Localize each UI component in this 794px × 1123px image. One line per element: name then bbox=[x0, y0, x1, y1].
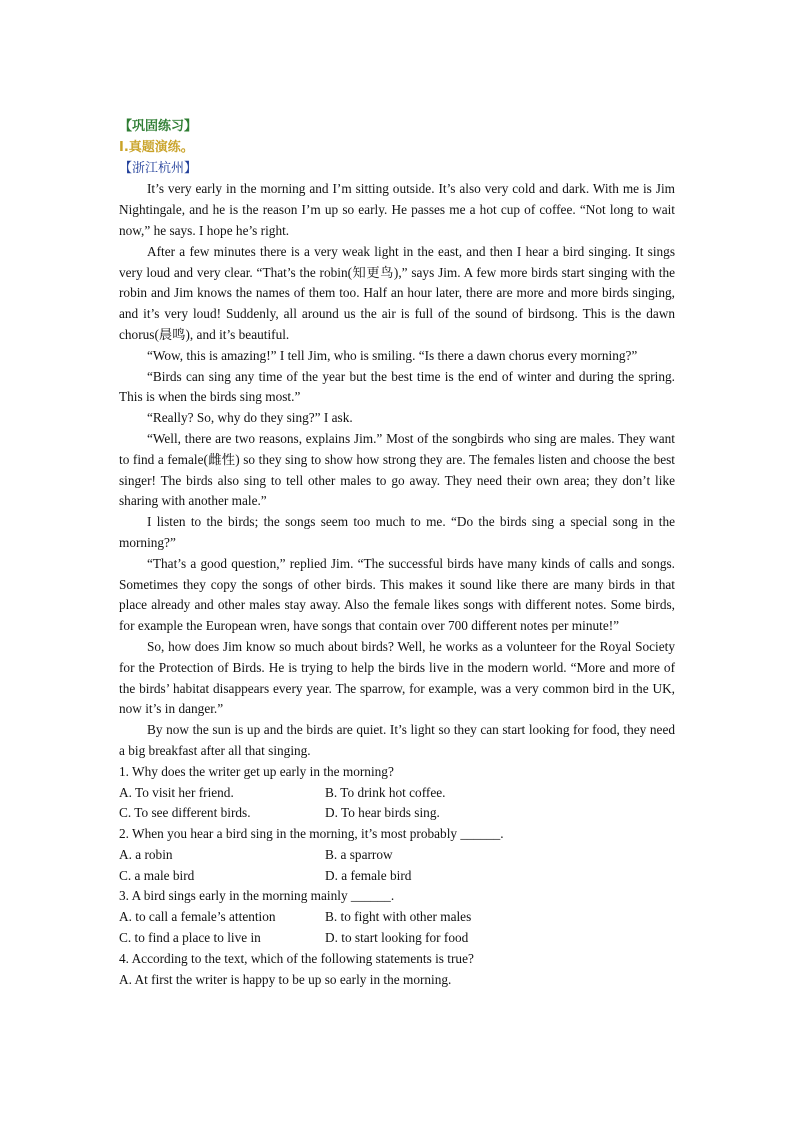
option-d[interactable]: D. To hear birds sing. bbox=[325, 805, 440, 821]
question-stem: 3. A bird sings early in the morning mainly ______. bbox=[119, 888, 395, 904]
passage-paragraph: “Well, there are two reasons, explains Jim.” Most of the songbirds who sing are males. They want to find a female(雌性) so they sing to show how strong they are. The females listen and choose the best singer! The birds also sing to tell other males to go away. They need their own area; they don’t like sharing with another male.” bbox=[119, 430, 675, 509]
option-a[interactable]: A. to call a female’s attention bbox=[119, 909, 276, 925]
source-heading: 【浙江杭州】 bbox=[119, 160, 198, 176]
option-row bbox=[119, 928, 675, 949]
passage-paragraph: By now the sun is up and the birds are quiet. It’s light so they can start looking for food, they need a big breakfast after all that singing. bbox=[119, 722, 675, 758]
passage-paragraph: “That’s a good question,” replied Jim. “The successful birds have many kinds of calls and songs. Sometimes they copy the songs of other birds. This makes it sound like there are many birds in that place already and other males stay away. Also the female likes songs with different notes. Some birds, for example the European wren, have songs that contain over 700 different notes per minute!” bbox=[119, 555, 675, 634]
option-a[interactable]: A. At first the writer is happy to be up so early in the morning. bbox=[119, 971, 452, 987]
option-row bbox=[119, 907, 675, 928]
question-item bbox=[119, 886, 675, 948]
passage-paragraph: “Birds can sing any time of the year but the best time is the end of winter and during the spring. This is when the birds sing most.” bbox=[119, 368, 675, 405]
option-a[interactable]: A. To visit her friend. bbox=[119, 784, 234, 800]
question-item bbox=[119, 824, 675, 886]
question-list bbox=[119, 762, 675, 991]
option-b[interactable]: B. a sparrow bbox=[325, 846, 393, 862]
option-c[interactable]: C. a male bird bbox=[119, 867, 195, 883]
passage-paragraph: So, how does Jim know so much about birds? Well, he works as a volunteer for the Royal Society for the Protection of Birds. He is trying to help the birds live in the modern world. “More and more of the birds’ habitat disappears every year. The sparrow, for example, was a very common bird in the UK, now it’s in danger.” bbox=[119, 638, 675, 717]
option-c[interactable]: C. To see different birds. bbox=[119, 805, 251, 821]
option-row bbox=[119, 970, 675, 991]
option-c[interactable]: C. to find a place to live in bbox=[119, 930, 261, 946]
passage-paragraph: “Really? So, why do they sing?” I ask. bbox=[147, 410, 353, 426]
option-row bbox=[119, 783, 675, 804]
section-heading: 【巩固练习】 bbox=[119, 119, 198, 134]
option-a[interactable]: A. a robin bbox=[119, 846, 173, 862]
option-row bbox=[119, 845, 675, 866]
passage-paragraph: “Wow, this is amazing!” I tell Jim, who is smiling. “Is there a dawn chorus every morning?” bbox=[147, 347, 638, 363]
part-heading: I.真题演练。 bbox=[119, 139, 194, 155]
passage-paragraph: It’s very early in the morning and I’m sitting outside. It’s also very cold and dark. With me is Jim Nightingale, and he is the reason I’m up so early. He passes me a hot cup of coffee. “Not long to wait now,” he says. I hope he’s right. bbox=[119, 181, 675, 238]
question-stem: 1. Why does the writer get up early in the morning? bbox=[119, 763, 394, 779]
question-stem: 4. According to the text, which of the following statements is true? bbox=[119, 950, 474, 966]
passage-paragraph: After a few minutes there is a very weak light in the east, and then I hear a bird singing. It sings very loud and very clear. “That’s the robin(知更鸟),” says Jim. A few more birds start singing with the robin and Jim knows the names of them too. Half an hour later, there are more and more birds singing, and it’s very loud! Suddenly, all around us the air is full of the sound of birdsong. This is the dawn chorus(晨鸣), and it’s beautiful. bbox=[119, 243, 675, 342]
option-b[interactable]: B. To drink hot coffee. bbox=[325, 784, 446, 800]
option-d[interactable]: D. a female bird bbox=[325, 867, 412, 883]
option-d[interactable]: D. to start looking for food bbox=[325, 930, 469, 946]
option-b[interactable]: B. to fight with other males bbox=[325, 909, 472, 925]
question-item bbox=[119, 762, 675, 824]
option-row bbox=[119, 803, 675, 824]
option-row bbox=[119, 866, 675, 887]
passage-paragraph: I listen to the birds; the songs seem too much to me. “Do the birds sing a special song in the morning?” bbox=[119, 514, 675, 550]
question-stem: 2. When you hear a bird sing in the morning, it’s most probably ______. bbox=[119, 826, 504, 842]
question-item bbox=[119, 949, 675, 991]
reading-passage bbox=[119, 179, 675, 761]
exercise-content bbox=[119, 117, 675, 990]
